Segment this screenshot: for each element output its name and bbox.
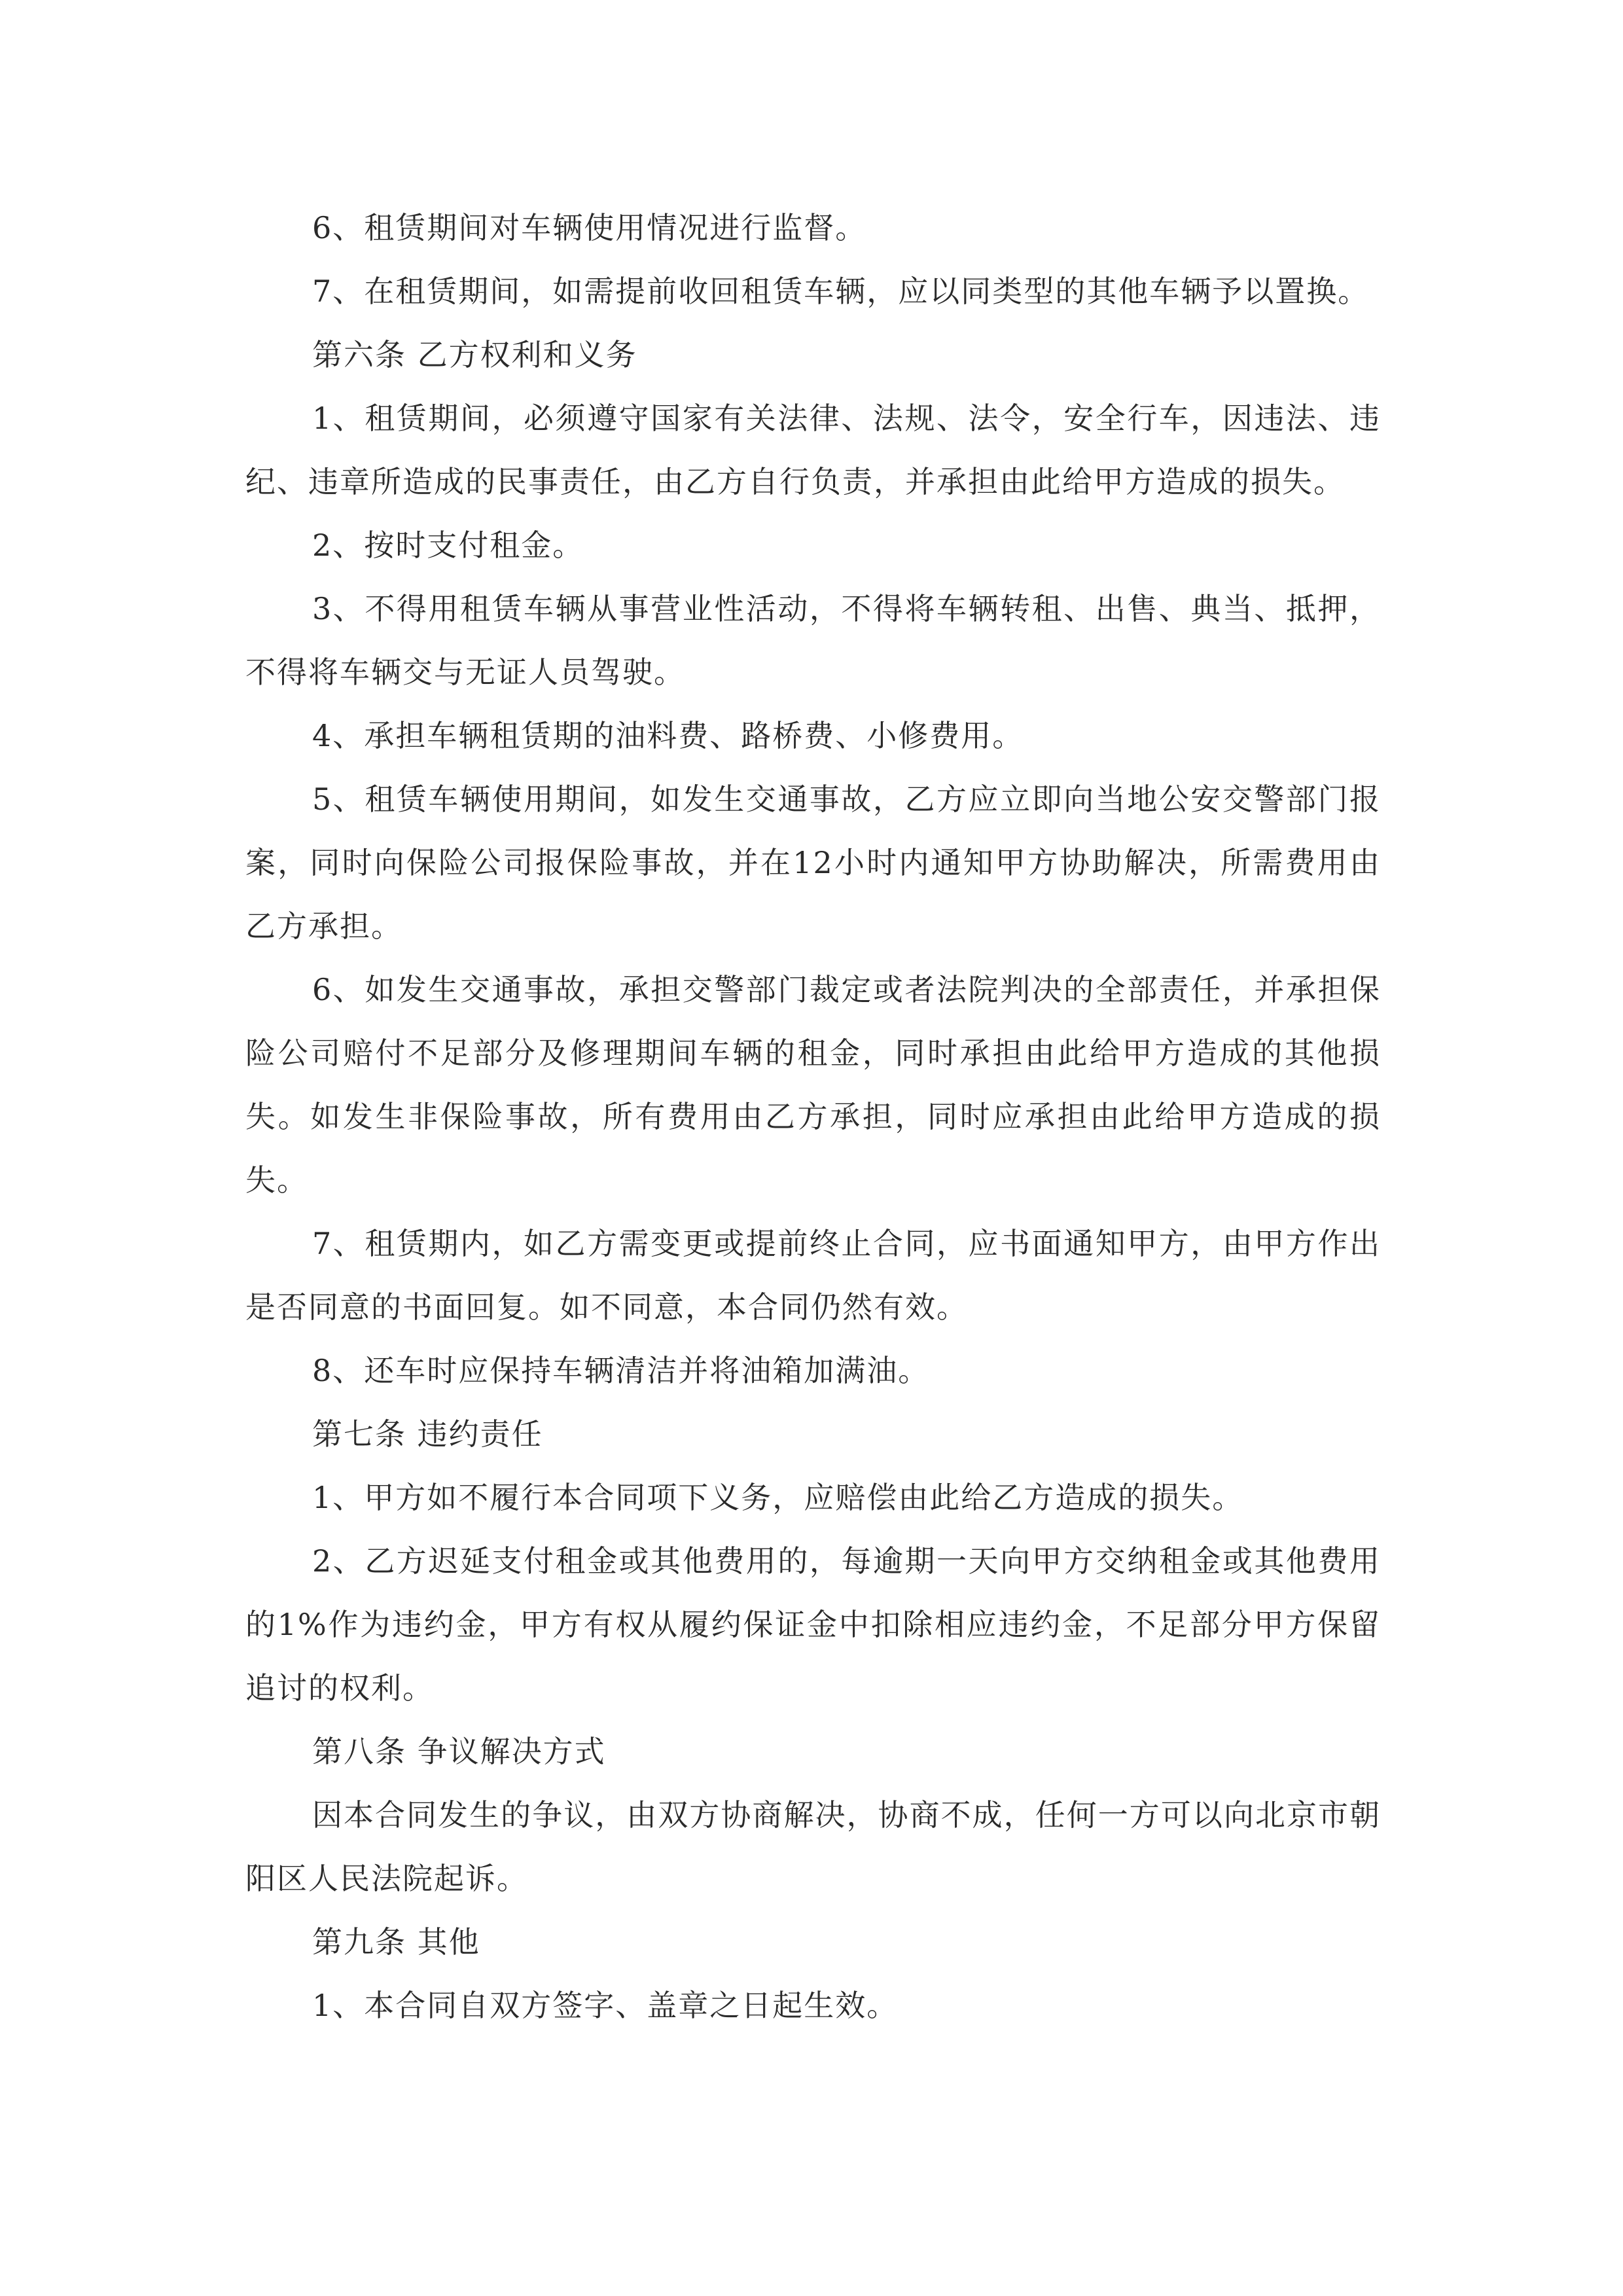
article-6-heading: 第六条 乙方权利和义务 [312, 337, 637, 372]
article-8-heading: 第八条 争议解决方式 [312, 1734, 606, 1769]
contract-body [245, 196, 1381, 2037]
clause-6-7: 7、租赁期内，如乙方需变更或提前终止合同，应书面通知甲方，由甲方作出是否同意的书面回复。如不同意，本合同仍然有效。 [245, 1226, 1381, 1325]
clause-5-6: 6、租赁期间对车辆使用情况进行监督。 [312, 210, 867, 245]
clause-6-8: 8、还车时应保持车辆清洁并将油箱加满油。 [312, 1353, 930, 1388]
clause-9-1: 1、本合同自双方签字、盖章之日起生效。 [312, 1988, 899, 2023]
clause-6-5: 5、租赁车辆使用期间，如发生交通事故，乙方应立即向当地公安交警部门报案，同时向保险公司报保险事故，并在12小时内通知甲方协助解决，所需费用由乙方承担。 [245, 781, 1381, 944]
clause-6-2: 2、按时支付租金。 [312, 528, 584, 563]
clause-5-7: 7、在租赁期间，如需提前收回租赁车辆，应以同类型的其他车辆予以置换。 [312, 274, 1370, 309]
clause-8-text: 因本合同发生的争议，由双方协商解决，协商不成，任何一方可以向北京市朝阳区人民法院起诉。 [245, 1797, 1381, 1896]
clause-6-3: 3、不得用租赁车辆从事营业性活动，不得将车辆转租、出售、典当、抵押，不得将车辆交与无证人员驾驶。 [245, 591, 1381, 690]
article-7-heading: 第七条 违约责任 [312, 1416, 543, 1452]
clause-6-4: 4、承担车辆租赁期的油料费、路桥费、小修费用。 [312, 718, 1024, 753]
clause-7-1: 1、甲方如不履行本合同项下义务，应赔偿由此给乙方造成的损失。 [312, 1480, 1244, 1515]
clause-6-6: 6、如发生交通事故，承担交警部门裁定或者法院判决的全部责任，并承担保险公司赔付不足部分及修理期间车辆的租金，同时承担由此给甲方造成的其他损失。如发生非保险事故，所有费用由乙方承担，同时应承担由此给甲方造成的损失。 [245, 972, 1381, 1198]
article-9-heading: 第九条 其他 [312, 1924, 480, 1960]
clause-6-1: 1、租赁期间，必须遵守国家有关法律、法规、法令，安全行车，因违法、违纪、违章所造成的民事责任，由乙方自行负责，并承担由此给甲方造成的损失。 [245, 401, 1381, 499]
clause-7-2: 2、乙方迟延支付租金或其他费用的，每逾期一天向甲方交纳租金或其他费用的1%作为违约金，甲方有权从履约保证金中扣除相应违约金，不足部分甲方保留追讨的权利。 [245, 1543, 1381, 1706]
